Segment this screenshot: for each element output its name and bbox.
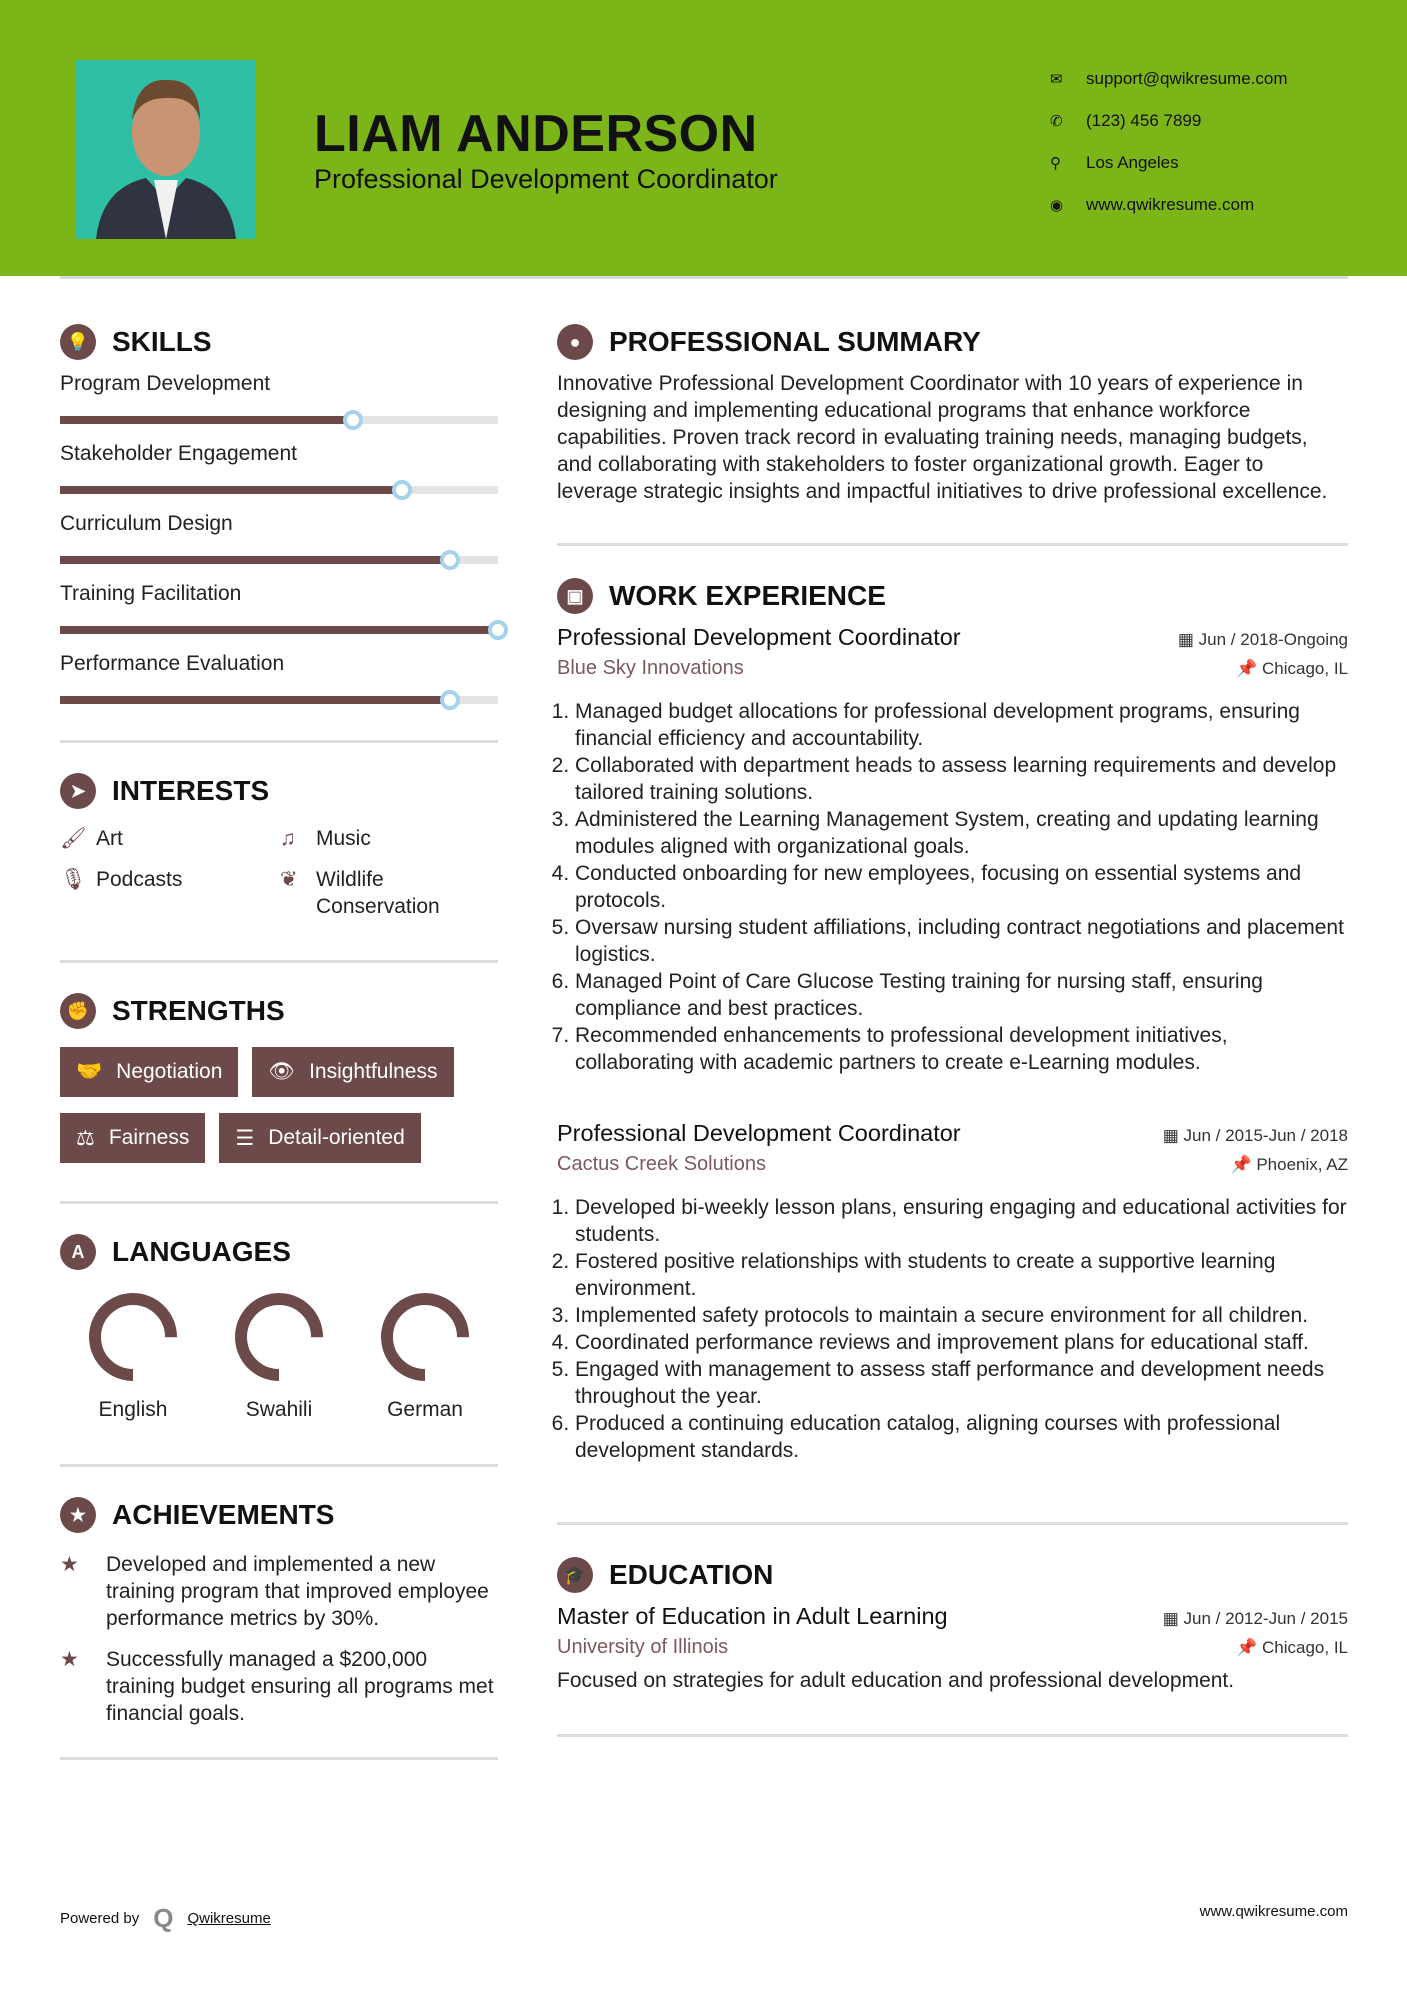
job-bullet: 4. Coordinated performance reviews and improvement plans for educational staff. bbox=[575, 1329, 1348, 1356]
eye-icon: 👁 bbox=[268, 1060, 296, 1083]
skill-label: Training Facilitation bbox=[60, 582, 242, 605]
star-badge-icon: ★ bbox=[60, 1497, 96, 1533]
footer-url[interactable]: www.qwikresume.com bbox=[1199, 1903, 1348, 1920]
handshake-icon: 🤝 bbox=[76, 1060, 103, 1083]
music-icon: ♫ bbox=[280, 827, 296, 850]
language-item bbox=[60, 1292, 206, 1422]
divider bbox=[557, 543, 1348, 546]
heading-text: LANGUAGES bbox=[112, 1236, 291, 1267]
profile-photo bbox=[76, 60, 256, 239]
strengths-list bbox=[60, 1047, 498, 1163]
divider bbox=[60, 960, 498, 963]
strengths-heading bbox=[60, 991, 498, 1031]
job-bullet: 6. Managed Point of Care Glucose Testing training for nursing staff, ensuring compliance and best practices. bbox=[575, 968, 1348, 1022]
language-ring bbox=[380, 1292, 470, 1382]
achievement-text: Successfully managed a $200,000 training budget ensuring all programs met financial goals. bbox=[106, 1648, 494, 1725]
globe-icon: ◉ bbox=[1050, 197, 1064, 214]
skill-bar-fill bbox=[60, 626, 498, 634]
pin-icon: 📌 bbox=[1236, 659, 1262, 678]
location-text: Chicago, IL bbox=[1262, 659, 1348, 678]
divider bbox=[60, 740, 498, 743]
languages-list bbox=[60, 1292, 498, 1422]
job-location bbox=[1230, 1155, 1348, 1175]
skill-bar-fill bbox=[60, 416, 353, 424]
envelope-icon: ✉ bbox=[1050, 71, 1063, 88]
star-icon: ★ bbox=[60, 1553, 79, 1576]
strength-label: Fairness bbox=[108, 1126, 190, 1149]
paintbrush-icon: 🖌 bbox=[60, 827, 87, 850]
map-pin-icon: ⚲ bbox=[1050, 155, 1061, 172]
dates-text: Jun / 2018-Ongoing bbox=[1198, 630, 1348, 649]
skill-label: Curriculum Design bbox=[60, 512, 233, 535]
strength-tag bbox=[60, 1047, 238, 1097]
divider bbox=[557, 1522, 1348, 1525]
heading-text: STRENGTHS bbox=[112, 995, 285, 1026]
interest-label: Wildlife Conservation bbox=[316, 868, 440, 918]
company: Blue Sky Innovations bbox=[557, 657, 744, 679]
education-sub bbox=[557, 1636, 1348, 1659]
job-bullet: 6. Produced a continuing education catalog, aligning courses with professional development standards. bbox=[575, 1410, 1348, 1464]
dates-text: Jun / 2012-Jun / 2015 bbox=[1183, 1609, 1348, 1628]
skill-bar-knob bbox=[440, 690, 460, 710]
school: University of Illinois bbox=[557, 1636, 729, 1658]
interest-label: Art bbox=[96, 827, 123, 850]
skill-label: Program Development bbox=[60, 372, 271, 395]
microphone-icon: 🎙 bbox=[60, 868, 87, 891]
jobs-list bbox=[557, 624, 1348, 1464]
contact-text: (123) 456 7899 bbox=[1086, 111, 1202, 130]
job-entry bbox=[557, 1120, 1348, 1464]
job-bullet: 2. Fostered positive relationships with students to create a supportive learning environment. bbox=[575, 1248, 1348, 1302]
contact-text: support@qwikresume.com bbox=[1086, 69, 1288, 88]
heading-text: SKILLS bbox=[112, 326, 212, 357]
location-text: Phoenix, AZ bbox=[1256, 1155, 1348, 1174]
graduation-cap-icon: 🎓 bbox=[557, 1557, 593, 1593]
heading-text: WORK EXPERIENCE bbox=[609, 580, 886, 611]
heading-text: ACHIEVEMENTS bbox=[112, 1499, 335, 1530]
job-header bbox=[557, 1120, 1348, 1147]
contact-list bbox=[1050, 58, 1288, 226]
job-location bbox=[1236, 659, 1348, 679]
skill-bar bbox=[60, 416, 498, 424]
skill-bar bbox=[60, 486, 498, 494]
contact-email[interactable] bbox=[1050, 58, 1288, 100]
skill-label: Stakeholder Engagement bbox=[60, 442, 297, 465]
calendar-icon: ▦ bbox=[1162, 1126, 1184, 1145]
contact-text: Los Angeles bbox=[1086, 153, 1179, 172]
lightbulb-icon: 💡 bbox=[60, 324, 96, 360]
interest-item bbox=[60, 866, 280, 920]
job-bullet: 2. Collaborated with department heads to assess learning requirements and develop tailored training solutions. bbox=[575, 752, 1348, 806]
scale-icon: ⚖ bbox=[76, 1126, 95, 1150]
contact-phone bbox=[1050, 100, 1288, 142]
briefcase-icon: ▣ bbox=[557, 578, 593, 614]
strength-label: Detail-oriented bbox=[268, 1126, 405, 1149]
strength-label: Insightfulness bbox=[309, 1060, 438, 1083]
strength-tag bbox=[252, 1047, 453, 1097]
achievement-item bbox=[60, 1551, 498, 1632]
heading-text: PROFESSIONAL SUMMARY bbox=[609, 326, 981, 357]
interest-item bbox=[280, 866, 498, 920]
divider bbox=[60, 1464, 498, 1467]
skill-bar bbox=[60, 556, 498, 564]
job-bullet: 3. Administered the Learning Management System, creating and updating learning modules aligned with organizational goals. bbox=[575, 806, 1348, 860]
job-dates bbox=[1178, 630, 1348, 650]
paper-plane-icon: ➤ bbox=[60, 773, 96, 809]
job-bullets bbox=[557, 1194, 1348, 1464]
job-bullet: 5. Oversaw nursing student affiliations, including contract negotiations and placement logistics. bbox=[575, 914, 1348, 968]
job-sub bbox=[557, 1153, 1348, 1176]
footer-left bbox=[60, 1903, 271, 1934]
interest-label: Podcasts bbox=[96, 868, 183, 891]
achievement-item bbox=[60, 1646, 498, 1727]
interest-item bbox=[60, 825, 280, 852]
education-header bbox=[557, 1603, 1348, 1630]
language-ring bbox=[88, 1292, 178, 1382]
achievements-heading bbox=[60, 1495, 498, 1535]
job-bullet: 4. Conducted onboarding for new employees, focusing on essential systems and protocols. bbox=[575, 860, 1348, 914]
heading-text: INTERESTS bbox=[112, 775, 270, 806]
job-bullet: 5. Engaged with management to assess staff performance and development needs throughout the year. bbox=[575, 1356, 1348, 1410]
leaf-icon: ❦ bbox=[280, 868, 298, 891]
job-bullet: 1. Developed bi-weekly lesson plans, ensuring engaging and educational activities for students. bbox=[575, 1194, 1348, 1248]
education-dates bbox=[1163, 1609, 1348, 1629]
language-name: German bbox=[387, 1398, 463, 1421]
education-location bbox=[1236, 1638, 1348, 1658]
heading-text: EDUCATION bbox=[609, 1559, 774, 1590]
languages-heading bbox=[60, 1232, 498, 1272]
experience-heading bbox=[557, 576, 1348, 616]
phone-icon: ✆ bbox=[1050, 113, 1063, 130]
job-bullet: 3. Implemented safety protocols to maintain a secure environment for all children. bbox=[575, 1302, 1348, 1329]
contact-website[interactable] bbox=[1050, 184, 1288, 226]
education-heading bbox=[557, 1555, 1348, 1595]
company: Cactus Creek Solutions bbox=[557, 1153, 766, 1175]
qwikresume-logo-icon: Q bbox=[153, 1903, 174, 1933]
language-ring bbox=[234, 1292, 324, 1382]
job-sub bbox=[557, 657, 1348, 680]
powered-by: Powered by bbox=[60, 1910, 140, 1927]
degree: Master of Education in Adult Learning bbox=[557, 1603, 948, 1629]
job-title: Professional Development Coordinator bbox=[557, 1120, 961, 1146]
star-icon: ★ bbox=[60, 1648, 79, 1671]
location-text: Chicago, IL bbox=[1262, 1638, 1348, 1657]
job-header bbox=[557, 624, 1348, 651]
skill-bar-knob bbox=[440, 550, 460, 570]
language-name: English bbox=[98, 1398, 168, 1421]
interests-list bbox=[60, 825, 498, 920]
interests-heading bbox=[60, 771, 498, 811]
divider bbox=[60, 276, 1348, 279]
calendar-icon: ▦ bbox=[1177, 630, 1199, 649]
language-item bbox=[352, 1292, 498, 1422]
interest-label: Music bbox=[316, 827, 371, 850]
skill-bar-knob bbox=[392, 480, 412, 500]
achievement-text: Developed and implemented a new training program that improved employee performance metrics by 30%. bbox=[106, 1553, 489, 1630]
skills-list bbox=[60, 372, 498, 704]
candidate-name: LIAM ANDERSON bbox=[314, 105, 758, 163]
skill-bar-knob bbox=[343, 410, 363, 430]
pin-icon: 📌 bbox=[1236, 1638, 1262, 1657]
strength-tag bbox=[60, 1113, 205, 1163]
summary-heading bbox=[557, 322, 1348, 362]
pin-icon: 📌 bbox=[1230, 1155, 1257, 1174]
dates-text: Jun / 2015-Jun / 2018 bbox=[1183, 1126, 1348, 1145]
divider bbox=[557, 1734, 1348, 1737]
language-item bbox=[206, 1292, 352, 1422]
fist-icon: ✊ bbox=[60, 993, 96, 1029]
user-icon: ● bbox=[557, 324, 593, 360]
job-bullet: 7. Recommended enhancements to professional development initiatives, collaborating with academic partners to create e-Learning modules. bbox=[575, 1022, 1348, 1076]
skills-heading bbox=[60, 322, 498, 362]
skill-bar bbox=[60, 696, 498, 704]
divider bbox=[60, 1201, 498, 1204]
job-title: Professional Development Coordinator bbox=[557, 624, 961, 650]
education-description: Focused on strategies for adult education and professional development. bbox=[557, 1669, 1235, 1692]
calendar-icon: ▦ bbox=[1162, 1609, 1184, 1628]
strength-label: Negotiation bbox=[116, 1060, 223, 1083]
brand-link[interactable]: Qwikresume bbox=[187, 1910, 271, 1927]
summary-text: Innovative Professional Development Coordinator with 10 years of experience in designing and implementing educational programs that enhance workforce capabilities. Proven track record in evaluating training needs, managing budgets, and collaborating with stakeholders to foster organizational growth. Eager to leverage strategic insights and impactful initiatives to drive professional excellence. bbox=[557, 372, 1328, 503]
skill-bar-knob bbox=[488, 620, 508, 640]
candidate-title: Professional Development Coordinator bbox=[314, 164, 778, 194]
job-bullet: 1. Managed budget allocations for professional development programs, ensuring financial efficiency and accountability. bbox=[575, 698, 1348, 752]
list-icon: ☰ bbox=[235, 1126, 255, 1150]
skill-label: Performance Evaluation bbox=[60, 652, 285, 675]
interest-item bbox=[280, 825, 498, 852]
contact-text: www.qwikresume.com bbox=[1086, 195, 1255, 214]
skill-bar bbox=[60, 626, 498, 634]
job-entry bbox=[557, 624, 1348, 1076]
left-column bbox=[60, 322, 498, 1760]
language-name: Swahili bbox=[245, 1398, 313, 1421]
job-dates bbox=[1163, 1126, 1348, 1146]
strength-tag bbox=[219, 1113, 420, 1163]
language-icon: A bbox=[60, 1234, 96, 1270]
job-bullets bbox=[557, 698, 1348, 1076]
skill-bar-fill bbox=[60, 486, 402, 494]
skill-bar-fill bbox=[60, 556, 450, 564]
right-column bbox=[557, 322, 1348, 1737]
skill-bar-fill bbox=[60, 696, 450, 704]
divider bbox=[60, 1757, 498, 1760]
contact-location bbox=[1050, 142, 1288, 184]
